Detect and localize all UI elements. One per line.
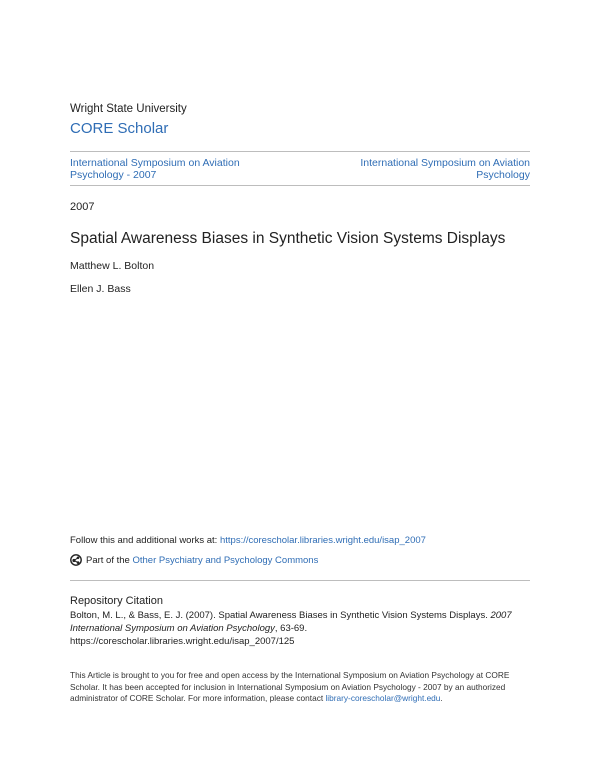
notice-text: This Article is brought to you for free and open access by the International Symposium on Aviation Psychology at CORE Scholar. It has been accepted for inclusion in International Symposium on Aviation Psychology - 2007 by an authorized administrator of CORE Scholar. For more information, please contact bbox=[70, 670, 510, 703]
commons-network-icon bbox=[70, 554, 82, 566]
part-of-line bbox=[70, 554, 318, 566]
commons-link[interactable]: Other Psychiatry and Psychology Commons bbox=[132, 554, 319, 566]
part-of-prefix: Part of the bbox=[86, 554, 130, 566]
citation-pages: , 63-69. bbox=[274, 623, 308, 634]
divider-citation bbox=[70, 580, 530, 581]
citation-text bbox=[70, 609, 540, 648]
citation-journal: 2007 International Symposium on Aviation Psychology bbox=[70, 610, 512, 634]
citation-heading: Repository Citation bbox=[70, 595, 163, 607]
notice-end: . bbox=[440, 693, 443, 703]
collection-link-right[interactable]: International Symposium on Aviation Psychology bbox=[360, 157, 530, 181]
citation-main: Bolton, M. L., & Bass, E. J. (2007). Spatial Awareness Biases in Synthetic Vision Systems Displays. bbox=[70, 610, 491, 621]
author-name: Matthew L. Bolton bbox=[70, 260, 155, 272]
article-year: 2007 bbox=[70, 201, 95, 213]
university-name: Wright State University bbox=[70, 103, 187, 115]
article-title: Spatial Awareness Biases in Synthetic Vision Systems Displays bbox=[70, 230, 506, 247]
follow-line bbox=[70, 535, 426, 546]
access-notice bbox=[70, 670, 540, 705]
divider-top bbox=[70, 151, 530, 152]
follow-prefix: Follow this and additional works at: bbox=[70, 535, 220, 546]
collection-link-left[interactable]: International Symposium on Aviation Psychology - 2007 bbox=[70, 157, 240, 181]
contact-email-link[interactable]: library-corescholar@wright.edu bbox=[325, 693, 441, 703]
site-name-link[interactable]: CORE Scholar bbox=[70, 120, 169, 137]
divider-collections bbox=[70, 185, 530, 186]
follow-url-link[interactable]: https://corescholar.libraries.wright.edu/isap_2007 bbox=[219, 535, 426, 546]
author-name: Ellen J. Bass bbox=[70, 283, 131, 295]
citation-url: https://corescholar.libraries.wright.edu/isap_2007/125 bbox=[70, 636, 295, 647]
